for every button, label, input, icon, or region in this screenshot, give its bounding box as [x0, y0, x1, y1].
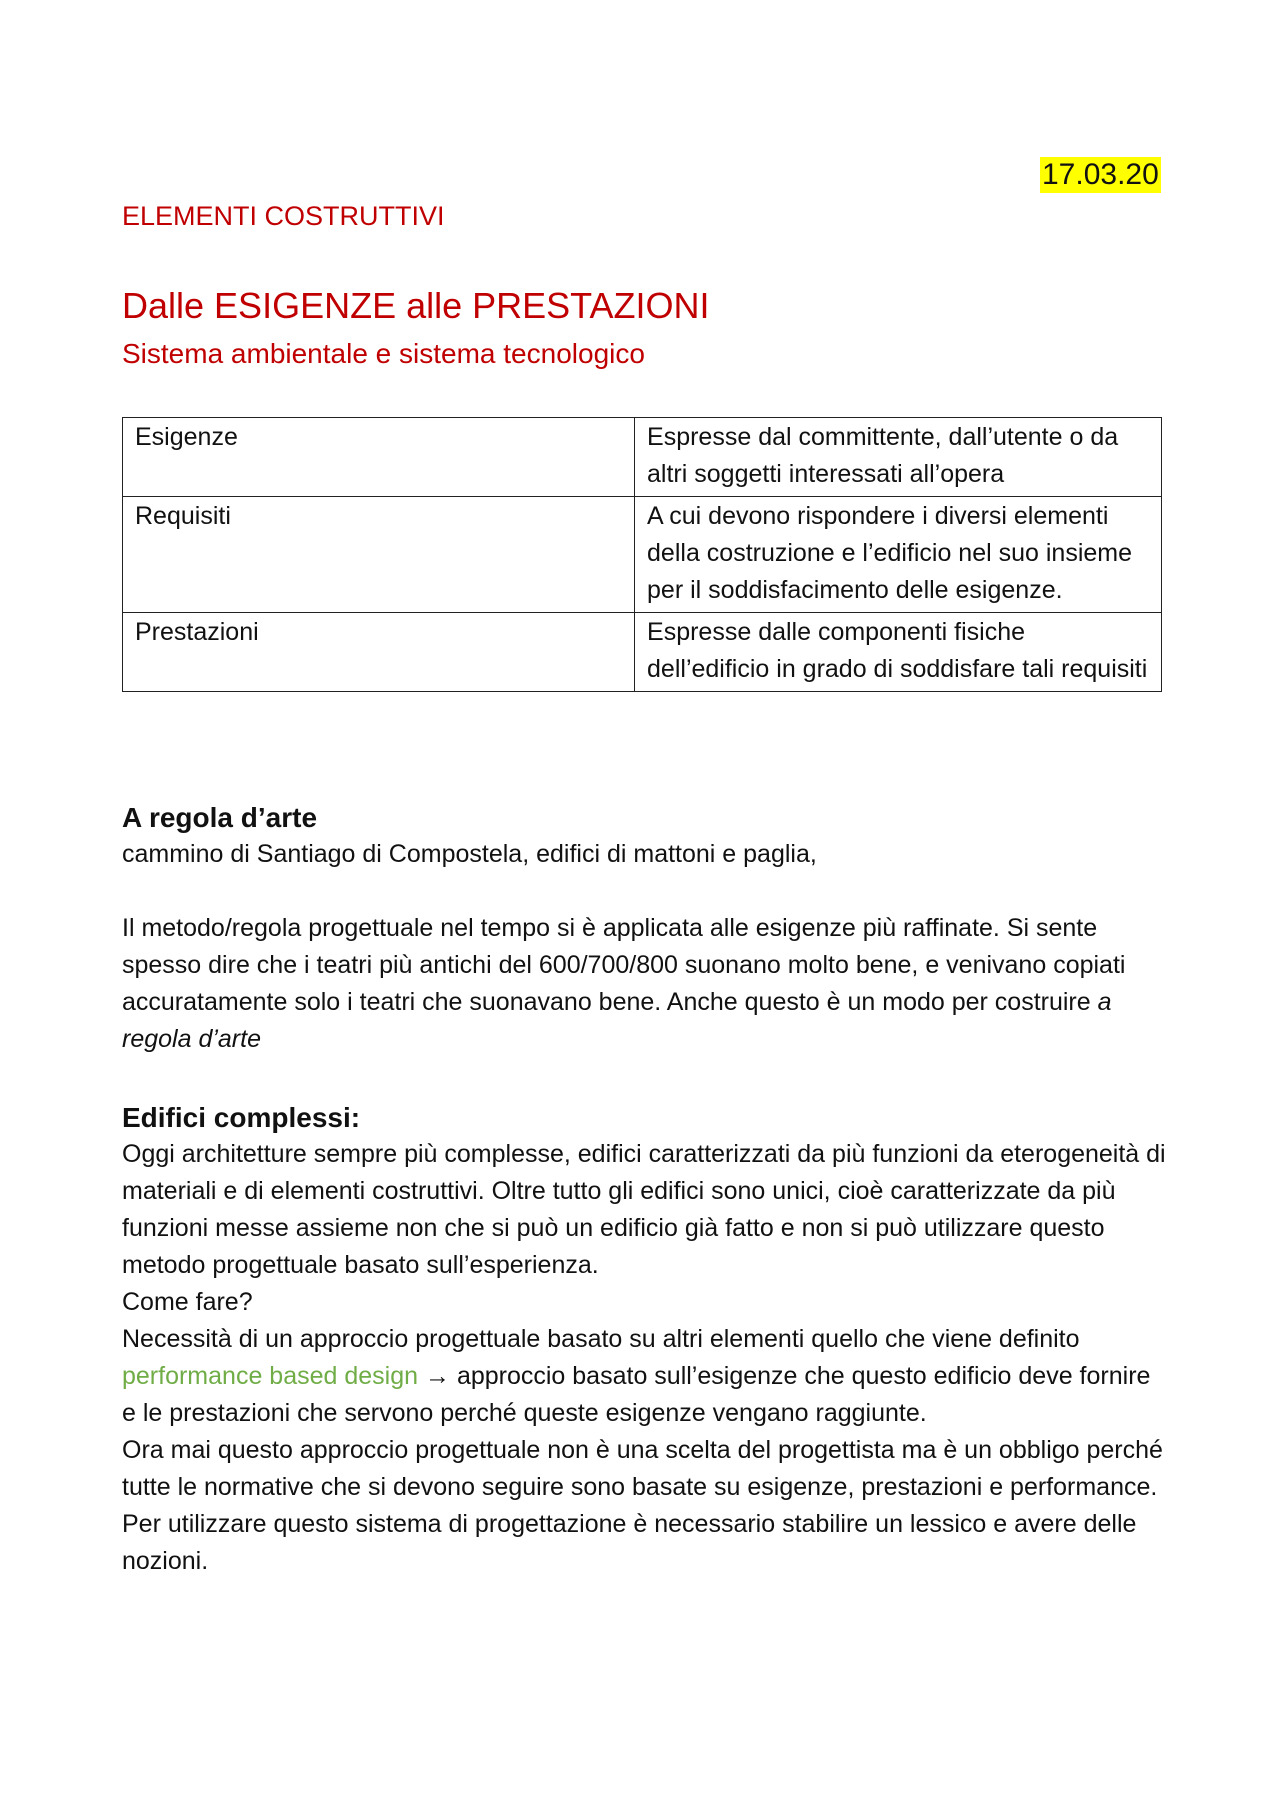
section-heading: A regola d’arte	[122, 802, 318, 833]
table-row	[123, 418, 1162, 497]
paragraph: Come fare?	[122, 1288, 253, 1316]
paragraph: Oggi architetture sempre più complesse, edifici caratterizzati da più funzioni da eterogeneità di materiali e di elementi costruttivi. Oltre tutto gli edifici sono unici, cioè caratterizzate da più funzioni messe assieme non che si può un edificio già fatto e non si può utilizzare questo metodo progettuale basato sull’esperienza.	[122, 1140, 1166, 1279]
page-title: Dalle ESIGENZE alle PRESTAZIONI	[122, 285, 710, 326]
italic-term: a regola d’arte	[122, 988, 1112, 1053]
page-subtitle: Sistema ambientale e sistema tecnologico	[122, 338, 645, 369]
lecture-date: 17.03.20	[1042, 158, 1159, 191]
table-definition: Espresse dal committente, dall’utente o da altri soggetti interessati all’opera	[635, 418, 1162, 497]
paragraph: Ora mai questo approccio progettuale non è una scelta del progettista ma è un obbligo perché tutte le normative che si devono seguire sono basate su esigenze, prestazioni e performance.	[122, 1436, 1163, 1501]
table-term: Esigenze	[123, 418, 635, 497]
table-definition: Espresse dalle componenti fisiche dell’edificio in grado di soddisfare tali requisiti	[635, 613, 1162, 692]
paragraph-text: Necessità di un approccio progettuale basato su altri elementi quello che viene definito	[122, 1325, 1080, 1353]
table-term: Prestazioni	[123, 613, 635, 692]
section-heading: Edifici complessi:	[122, 1102, 361, 1133]
paragraph-text: approccio basato sull’esigenze che questo edificio deve fornire e le prestazioni che servono perché queste esigenze vengano raggiunte.	[122, 1362, 1151, 1427]
table-term: Requisiti	[123, 497, 635, 613]
paragraph: Per utilizzare questo sistema di progettazione è necessario stabilire un lessico e avere delle nozioni.	[122, 1510, 1137, 1575]
highlighted-term: performance based design	[122, 1362, 419, 1390]
paragraph	[122, 910, 1167, 1058]
course-title: ELEMENTI COSTRUTTIVI	[122, 201, 445, 231]
paragraph-text: Il metodo/regola progettuale nel tempo si è applicata alle esigenze più raffinate. Si sente spesso dire che i teatri più antichi del 600/700/800 suonano molto bene, e venivano copiati accuratamente solo i teatri che suonavano bene. Anche questo è un modo per costruire	[122, 914, 1126, 1016]
table-row	[123, 497, 1162, 613]
section-regola-arte	[122, 800, 1167, 1058]
paragraph: cammino di Santiago di Compostela, edifici di mattoni e paglia,	[122, 840, 817, 868]
paragraph	[122, 1321, 1167, 1432]
table-row	[123, 613, 1162, 692]
arrow-icon: →	[418, 1362, 457, 1390]
requirements-table	[122, 417, 1162, 692]
table-definition: A cui devono rispondere i diversi elementi della costruzione e l’edificio nel suo insieme per il soddisfacimento delle esigenze.	[635, 497, 1162, 613]
section-edifici-complessi	[122, 1100, 1167, 1580]
